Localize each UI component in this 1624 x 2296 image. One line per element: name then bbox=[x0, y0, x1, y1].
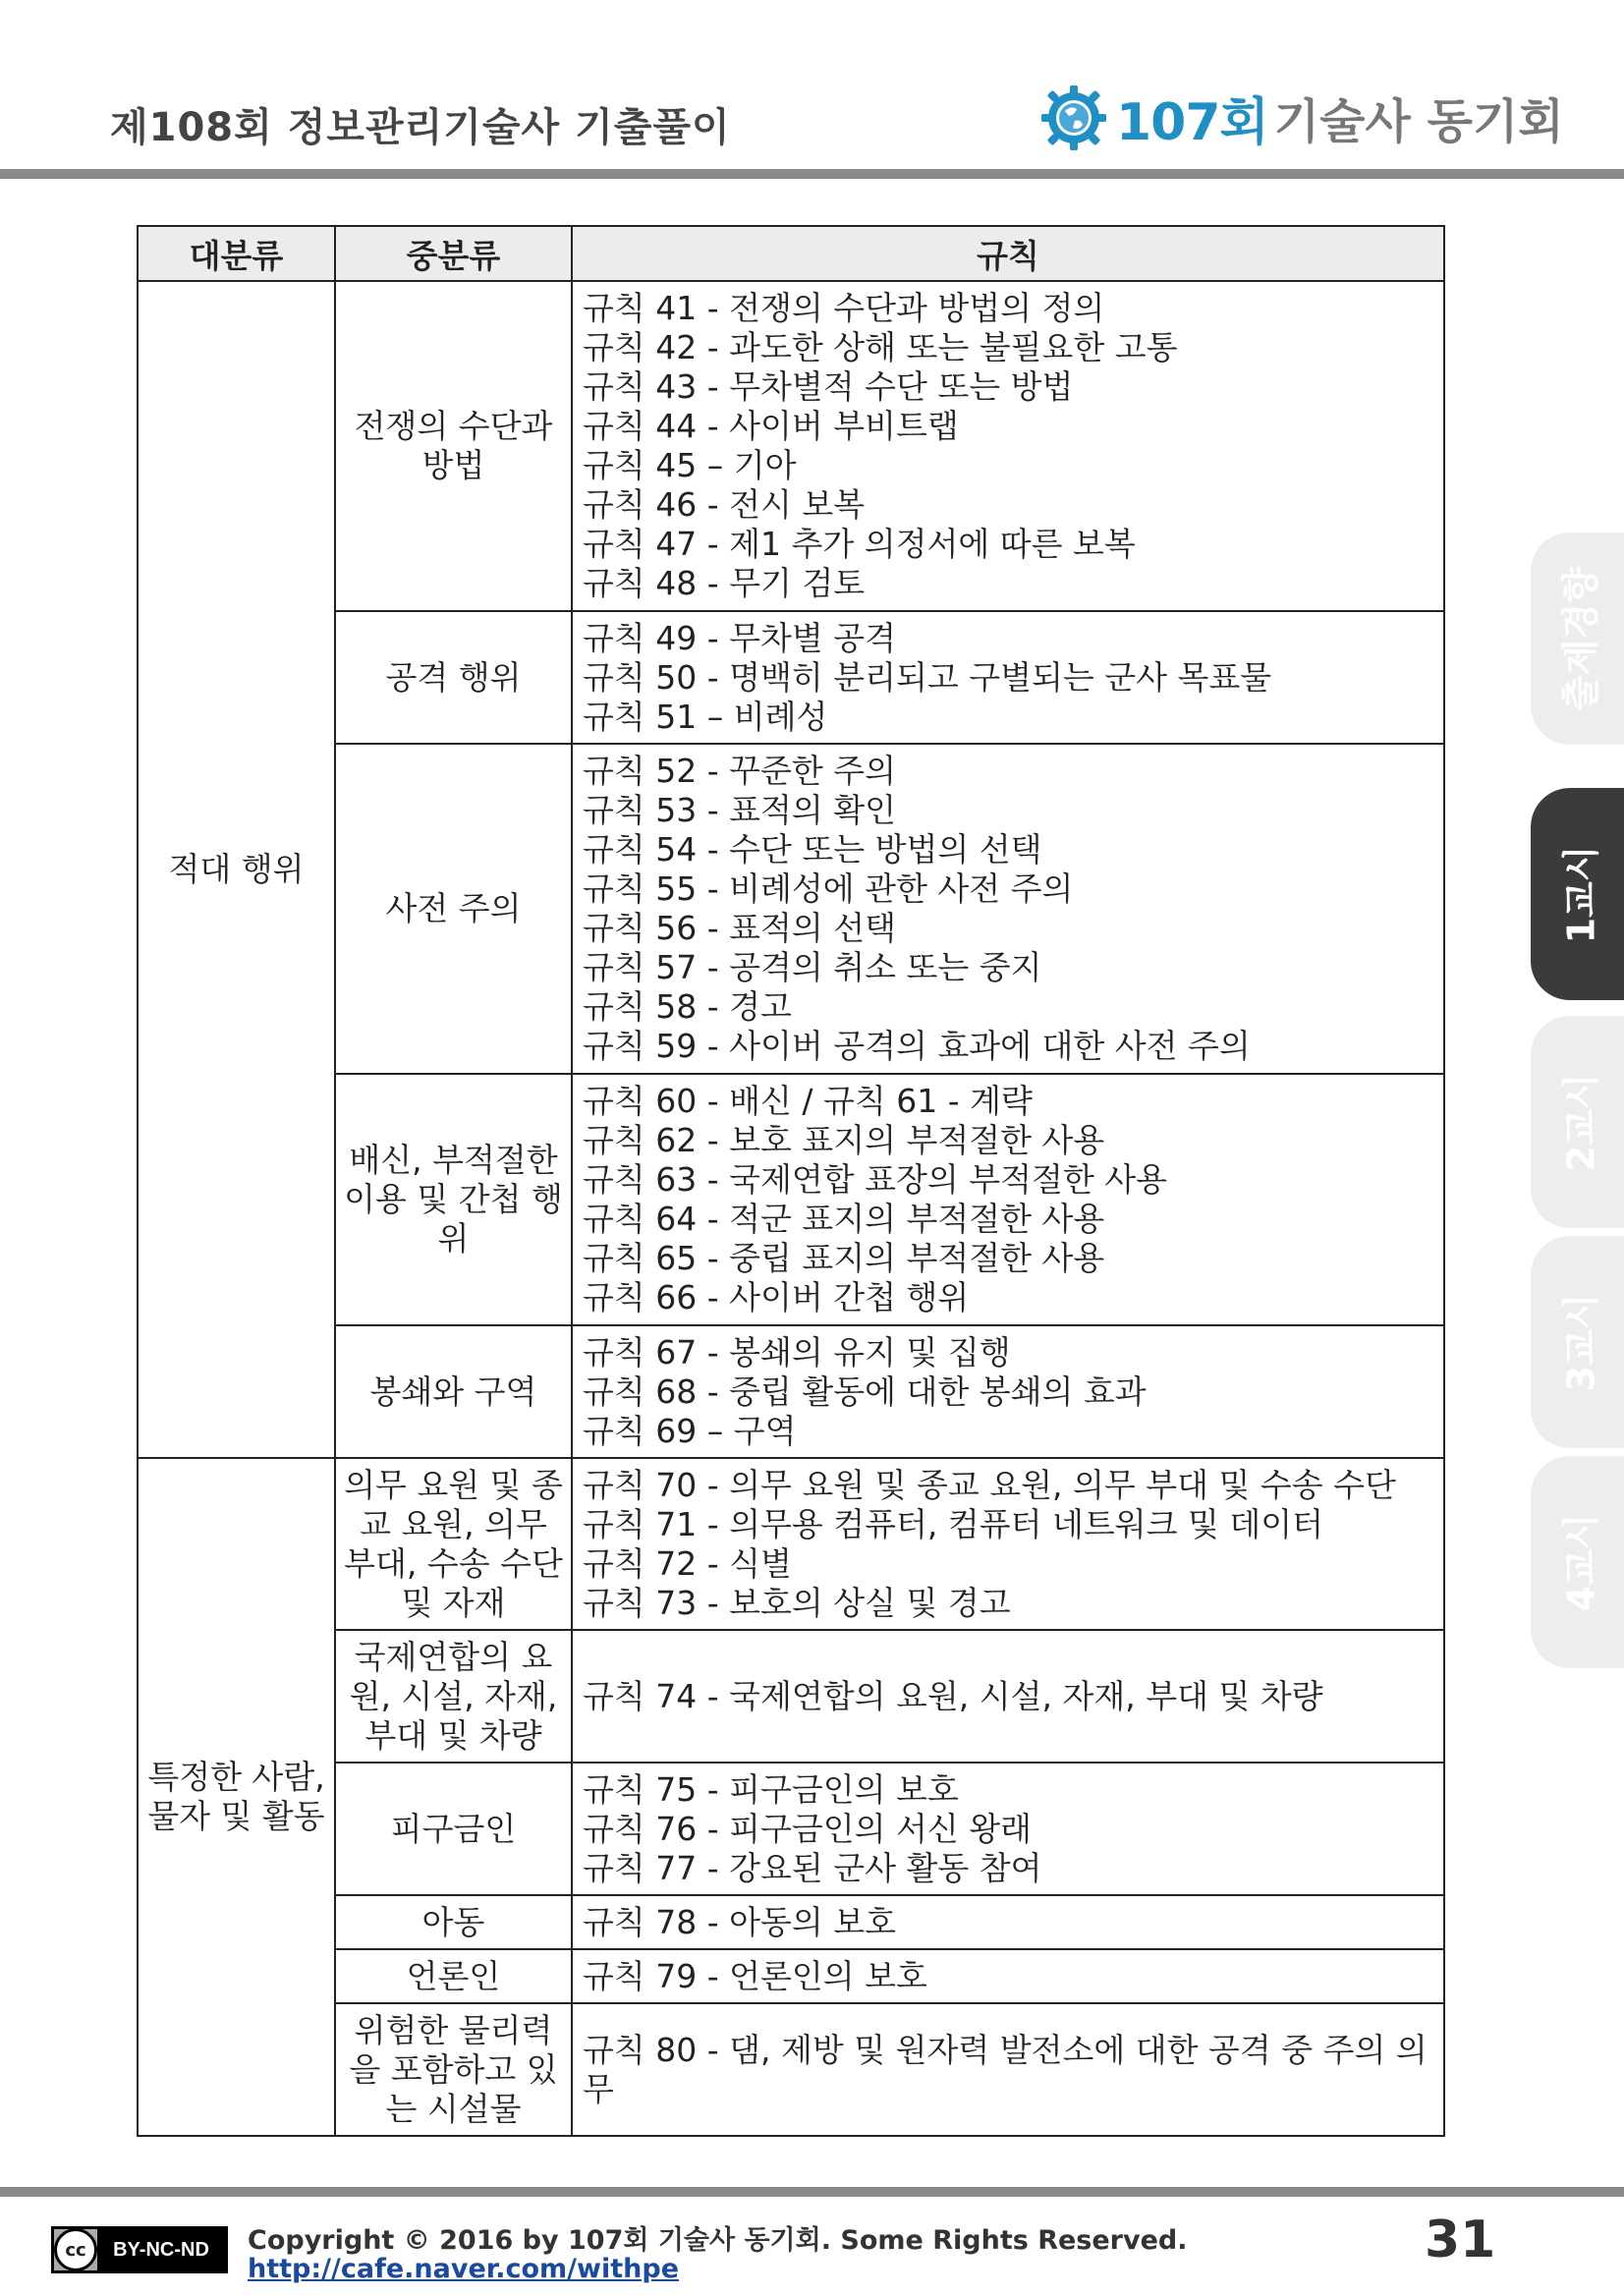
sub-category-cell: 공격 행위 bbox=[335, 611, 572, 744]
rules-cell bbox=[572, 1895, 1444, 1949]
rules-cell bbox=[572, 1763, 1444, 1895]
rule-item: 규칙 63 - 국제연합 표장의 부적절한 사용 bbox=[583, 1160, 1168, 1199]
rule-item: 규칙 50 - 명백히 분리되고 구별되는 군사 목표물 bbox=[583, 657, 1272, 697]
rule-item: 규칙 55 - 비례성에 관한 사전 주의 bbox=[583, 869, 1074, 908]
table-header-row bbox=[138, 226, 1444, 281]
rule-item: 규칙 45 – 기아 bbox=[583, 446, 797, 484]
document-title: 제108회 정보관리기술사 기출풀이 bbox=[110, 105, 731, 150]
cafe-link[interactable]: http://cafe.naver.com/withpe bbox=[248, 2254, 680, 2284]
sub-category-cell: 국제연합의 요원, 시설, 자재, 부대 및 차량 bbox=[335, 1630, 572, 1763]
rule-item: 규칙 67 - 봉쇄의 유지 및 집행 bbox=[583, 1332, 1011, 1372]
rule-item: 규칙 47 - 제1 추가 의정서에 따른 보복 bbox=[583, 525, 1136, 563]
rule-item: 규칙 73 - 보호의 상실 및 경고 bbox=[583, 1583, 1011, 1622]
header-divider bbox=[0, 169, 1624, 179]
rules-cell bbox=[572, 2003, 1444, 2136]
brand-number: 107회 bbox=[1116, 93, 1268, 152]
footer-divider bbox=[0, 2187, 1624, 2197]
rule-item: 규칙 76 - 피구금인의 서신 왕래 bbox=[583, 1809, 1033, 1848]
sub-category-cell: 아동 bbox=[335, 1895, 572, 1949]
rule-item: 규칙 58 - 경고 bbox=[583, 987, 792, 1026]
rules-cell bbox=[572, 1630, 1444, 1763]
rule-item: 규칙 51 – 비례성 bbox=[583, 697, 828, 736]
side-tab-session-2[interactable] bbox=[1531, 1016, 1624, 1228]
rule-item: 규칙 42 - 과도한 상해 또는 불필요한 고통 bbox=[583, 328, 1178, 366]
table-row bbox=[138, 281, 1444, 611]
cc-license-badge bbox=[51, 2226, 228, 2273]
side-tab-session-1[interactable] bbox=[1531, 788, 1624, 1000]
sub-category-cell: 배신, 부적절한 이용 및 간첩 행위 bbox=[335, 1074, 572, 1325]
column-header-major: 대분류 bbox=[138, 226, 335, 281]
column-header-rules: 규칙 bbox=[572, 226, 1444, 281]
sub-category-cell: 피구금인 bbox=[335, 1763, 572, 1895]
rule-item: 규칙 59 - 사이버 공격의 효과에 대한 사전 주의 bbox=[583, 1027, 1251, 1065]
rule-item: 규칙 52 - 꾸준한 주의 bbox=[583, 752, 897, 790]
rules-cell bbox=[572, 1458, 1444, 1630]
rules-cell bbox=[572, 1074, 1444, 1325]
side-tab-label: 4교시 bbox=[1559, 1513, 1603, 1611]
sub-category-cell: 위험한 물리력을 포함하고 있는 시설물 bbox=[335, 2003, 572, 2136]
rule-item: 규칙 77 - 강요된 군사 활동 참여 bbox=[583, 1848, 1042, 1887]
rule-item: 규칙 69 – 구역 bbox=[583, 1411, 797, 1450]
major-category-cell: 특정한 사람, 물자 및 활동 bbox=[138, 1458, 335, 2136]
rule-item: 규칙 43 - 무차별적 수단 또는 방법 bbox=[583, 367, 1074, 406]
rules-table bbox=[137, 225, 1445, 2137]
rule-item: 규칙 41 - 전쟁의 수단과 방법의 정의 bbox=[583, 289, 1105, 327]
sub-category-cell: 전쟁의 수단과 방법 bbox=[335, 281, 572, 611]
rule-item: 규칙 57 - 공격의 취소 또는 중지 bbox=[583, 948, 1042, 986]
creative-commons-icon: cc bbox=[54, 2228, 97, 2271]
rules-cell bbox=[572, 744, 1444, 1074]
side-tab-label: 1교시 bbox=[1559, 845, 1603, 943]
side-tab-trend[interactable] bbox=[1531, 532, 1624, 745]
rule-item: 규칙 70 - 의무 요원 및 종교 요원, 의무 부대 및 수송 수단 bbox=[583, 1465, 1396, 1504]
rule-item: 규칙 71 - 의무용 컴퓨터, 컴퓨터 네트워크 및 데이터 bbox=[583, 1504, 1323, 1543]
license-label: BY-NC-ND bbox=[97, 2229, 225, 2270]
brand-text: 기술사 동기회 bbox=[1273, 94, 1564, 149]
sub-category-cell: 사전 주의 bbox=[335, 744, 572, 1074]
rule-item: 규칙 66 - 사이버 간첩 행위 bbox=[583, 1278, 970, 1316]
rule-item: 규칙 68 - 중립 활동에 대한 봉쇄의 효과 bbox=[583, 1372, 1147, 1411]
sub-category-cell: 언론인 bbox=[335, 1949, 572, 2003]
sub-category-cell: 봉쇄와 구역 bbox=[335, 1325, 572, 1458]
rules-cell bbox=[572, 281, 1444, 611]
page-number: 31 bbox=[1425, 2211, 1496, 2269]
major-category-cell: 적대 행위 bbox=[138, 281, 335, 1458]
rule-item: 규칙 54 - 수단 또는 방법의 선택 bbox=[583, 830, 1042, 868]
sub-category-cell: 의무 요원 및 종교 요원, 의무 부대, 수송 수단 및 자재 bbox=[335, 1458, 572, 1630]
rule-item: 규칙 62 - 보호 표지의 부적절한 사용 bbox=[583, 1121, 1105, 1159]
rules-cell bbox=[572, 1325, 1444, 1458]
rule-item: 규칙 64 - 적군 표지의 부적절한 사용 bbox=[583, 1200, 1105, 1238]
rule-item: 규칙 53 - 표적의 확인 bbox=[583, 791, 897, 829]
rule-item: 규칙 56 - 표적의 선택 bbox=[583, 909, 897, 947]
rule-item: 규칙 44 - 사이버 부비트랩 bbox=[583, 407, 959, 445]
rule-item: 규칙 79 - 언론인의 보호 bbox=[583, 1956, 927, 1995]
side-tab-label: 출제경향 bbox=[1559, 566, 1602, 711]
rule-item: 규칙 46 - 전시 보복 bbox=[583, 485, 866, 524]
copyright-text: Copyright © 2016 by 107회 기술사 동기회. Some Rights Reserved. bbox=[248, 2225, 1188, 2256]
rule-item: 규칙 72 - 식별 bbox=[583, 1543, 792, 1583]
side-tab-session-3[interactable] bbox=[1531, 1236, 1624, 1448]
rule-item: 규칙 80 - 댐, 제방 및 원자력 발전소에 대한 공격 중 주의 의무 bbox=[583, 2030, 1428, 2108]
table-row bbox=[138, 1458, 1444, 1630]
rule-item: 규칙 74 - 국제연합의 요원, 시설, 자재, 부대 및 차량 bbox=[583, 1676, 1323, 1715]
rules-cell bbox=[572, 1949, 1444, 2003]
rule-item: 규칙 48 - 무기 검토 bbox=[583, 564, 866, 602]
rule-item: 규칙 65 - 중립 표지의 부적절한 사용 bbox=[583, 1239, 1105, 1277]
gear-globe-icon bbox=[1039, 84, 1108, 152]
rule-item: 규칙 75 - 피구금인의 보호 bbox=[583, 1769, 959, 1809]
rule-item: 규칙 78 - 아동의 보호 bbox=[583, 1902, 897, 1941]
rules-cell bbox=[572, 611, 1444, 744]
column-header-middle: 중분류 bbox=[335, 226, 572, 281]
rule-item: 규칙 60 - 배신 / 규칙 61 - 계략 bbox=[583, 1082, 1033, 1120]
rule-item: 규칙 49 - 무차별 공격 bbox=[583, 618, 897, 657]
brand-logo-group bbox=[1039, 81, 1564, 154]
side-tab-label: 2교시 bbox=[1559, 1073, 1603, 1171]
side-tab-session-4[interactable] bbox=[1531, 1456, 1624, 1668]
side-tab-label: 3교시 bbox=[1559, 1293, 1603, 1391]
